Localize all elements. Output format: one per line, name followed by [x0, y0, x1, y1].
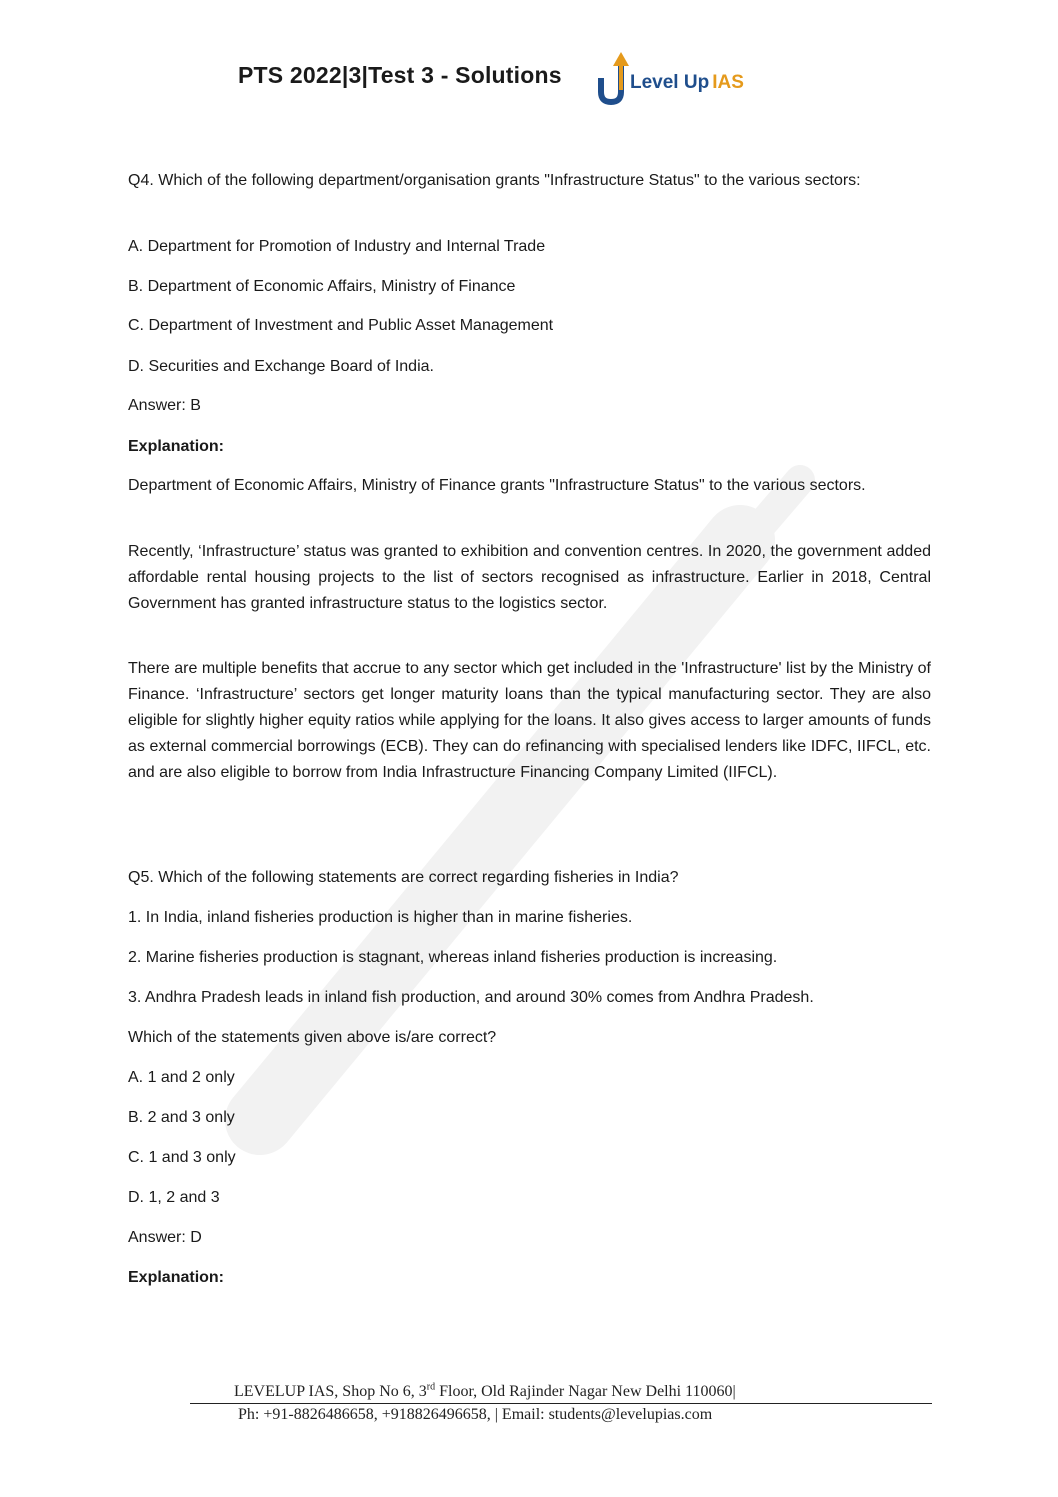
page-header-title: PTS 2022|3|Test 3 - Solutions — [238, 62, 562, 88]
q4-explanation-paragraph: Department of Economic Affairs, Ministry of Finance grants "Infrastructure Status" to the various sectors. — [128, 477, 866, 494]
q5-statement: 2. Marine fisheries production is stagnant, whereas inland fisheries production is increasing. — [128, 949, 778, 966]
footer-contact: Ph: +91-8826486658, +918826496658, | Email: students@levelupias.com — [238, 1406, 713, 1423]
q4-option-a: A. Department for Promotion of Industry and Internal Trade — [128, 238, 546, 255]
q5-statement: 1. In India, inland fisheries production is higher than in marine fisheries. — [128, 909, 633, 926]
q4-explanation-label: Explanation: — [128, 438, 225, 455]
q5-prompt: Which of the statements given above is/are correct? — [128, 1029, 497, 1046]
q4-explanation-paragraph: There are multiple benefits that accrue to any sector which get included in the 'Infrastructure' list by the Ministry of Finance. ‘Infrastructure’ sectors get longer maturity loans than the typical manufacturing sector. They are also eligible for slightly higher equity ratios while applying for the loans. It also gives access to larger amounts of funds as external commercial borrowings (ECB). They can do refinancing with specialised lenders like IDFC, IIFCL, etc. and are also eligible to borrow from India Infrastructure Financing Company Limited (IIFCL). — [128, 660, 931, 781]
q5-option-b: B. 2 and 3 only — [128, 1109, 235, 1126]
footer-address-part: Floor, Old Rajinder Nagar New Delhi 110060| — [435, 1383, 736, 1400]
level-up-ias-logo — [596, 50, 766, 106]
q5-answer: Answer: D — [128, 1229, 202, 1246]
footer-divider — [190, 1403, 932, 1404]
q5-statement: 3. Andhra Pradesh leads in inland fish production, and around 30% comes from Andhra Pradesh. — [128, 989, 814, 1006]
q4-explanation-paragraph: Recently, ‘Infrastructure’ status was granted to exhibition and convention centres. In 2020, the government added affordable rental housing projects to the list of sectors recognised as infrastructure. Earlier in 2018, Central Government has granted infrastructure status to the logistics sector. — [128, 543, 931, 612]
logo-text-level-up: Level Up — [630, 72, 710, 93]
footer-address-sup: rd — [426, 1381, 436, 1393]
logo-text-ias: IAS — [712, 72, 744, 93]
q4-question: Q4. Which of the following department/organisation grants "Infrastructure Status" to the various sectors: — [128, 172, 861, 189]
footer-address-part: LEVELUP IAS, Shop No 6, 3 — [234, 1383, 427, 1400]
q5-option-d: D. 1, 2 and 3 — [128, 1189, 220, 1206]
q5-explanation-label: Explanation: — [128, 1269, 225, 1286]
footer-address — [190, 1383, 932, 1401]
q4-option-c: C. Department of Investment and Public Asset Management — [128, 317, 554, 334]
logo-text — [630, 72, 744, 94]
q4-option-b: B. Department of Economic Affairs, Ministry of Finance — [128, 278, 516, 295]
q5-option-c: C. 1 and 3 only — [128, 1149, 236, 1166]
q5-question: Q5. Which of the following statements are correct regarding fisheries in India? — [128, 869, 679, 886]
logo-arrow-icon — [596, 50, 630, 106]
page-footer — [190, 1383, 932, 1424]
q5-option-a: A. 1 and 2 only — [128, 1069, 235, 1086]
q4-option-d: D. Securities and Exchange Board of India. — [128, 358, 434, 375]
q4-answer: Answer: B — [128, 397, 201, 414]
